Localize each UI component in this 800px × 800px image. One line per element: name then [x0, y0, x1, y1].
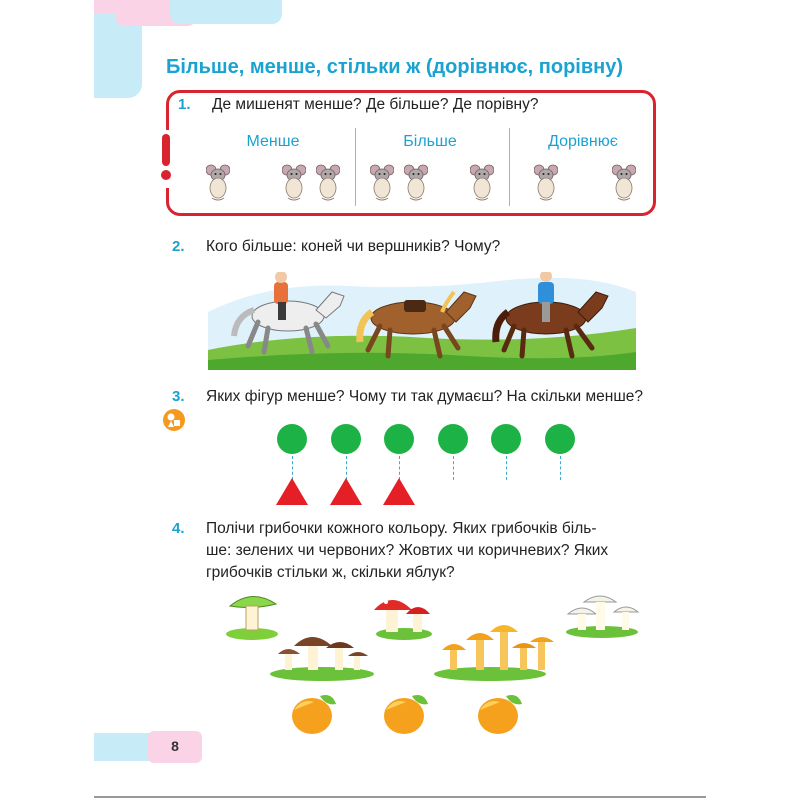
mushroom-icon	[566, 596, 638, 638]
mushroom-icon	[226, 596, 278, 640]
task2-text: Кого більше: коней чи вершників? Чому?	[206, 238, 501, 255]
task1-number: 1.	[178, 96, 191, 113]
task2-number: 2.	[172, 238, 185, 255]
green-circle	[545, 424, 575, 454]
task4-line-2: ше: зелених чи червоних? Жовтих чи коричневих? Яких	[206, 542, 609, 559]
column-label-less: Менше	[246, 133, 300, 150]
apple-icon	[384, 695, 428, 734]
mouse-icon	[470, 164, 494, 202]
corner-decoration	[94, 14, 142, 98]
connector-line	[292, 456, 293, 480]
connector-line	[346, 456, 347, 480]
connector-line	[506, 456, 507, 480]
connector-line	[560, 456, 561, 480]
corner-decoration	[170, 0, 282, 24]
red-triangle	[383, 478, 415, 505]
page-title: Більше, менше, стільки ж (дорівнює, порівну)	[166, 56, 624, 78]
mushrooms-illustration	[222, 588, 642, 738]
task4-number: 4.	[172, 520, 185, 537]
mouse-icon	[370, 164, 394, 202]
green-circle	[491, 424, 521, 454]
green-circle	[384, 424, 414, 454]
exclamation-icon	[161, 170, 171, 180]
task3-text: Яких фігур менше? Чому ти так думаєш? На скільки менше?	[206, 388, 644, 405]
shapes-icon	[162, 408, 186, 432]
page-bottom-edge	[94, 796, 706, 798]
horses-illustration	[208, 272, 636, 370]
mouse-icon	[282, 164, 306, 202]
mushroom-icon	[374, 596, 432, 640]
apple-icon	[292, 695, 336, 734]
exclamation-icon	[162, 134, 170, 166]
mouse-icon	[206, 164, 230, 202]
mushroom-icon	[270, 637, 374, 681]
mushroom-icon	[434, 625, 554, 681]
connector-line	[399, 456, 400, 480]
task3-number: 3.	[172, 388, 185, 405]
red-triangle	[276, 478, 308, 505]
red-triangle	[330, 478, 362, 505]
page-number: 8	[171, 738, 179, 754]
mouse-icon	[612, 164, 636, 202]
mouse-icon	[404, 164, 428, 202]
apple-icon	[478, 695, 522, 734]
column-label-equal: Дорівнює	[548, 133, 618, 150]
column-label-more: Більше	[403, 133, 457, 150]
task4-line-1: Полічи грибочки кожного кольору. Яких грибочків біль-	[206, 520, 597, 537]
green-circle	[331, 424, 361, 454]
task1-text: Де мишенят менше? Де більше? Де порівну?	[212, 96, 539, 113]
mouse-icon	[316, 164, 340, 202]
green-circle	[438, 424, 468, 454]
connector-line	[453, 456, 454, 480]
task4-line-3: грибочків стільки ж, скільки яблук?	[206, 564, 455, 581]
column-divider	[509, 128, 510, 206]
mouse-icon	[534, 164, 558, 202]
column-divider	[355, 128, 356, 206]
green-circle	[277, 424, 307, 454]
